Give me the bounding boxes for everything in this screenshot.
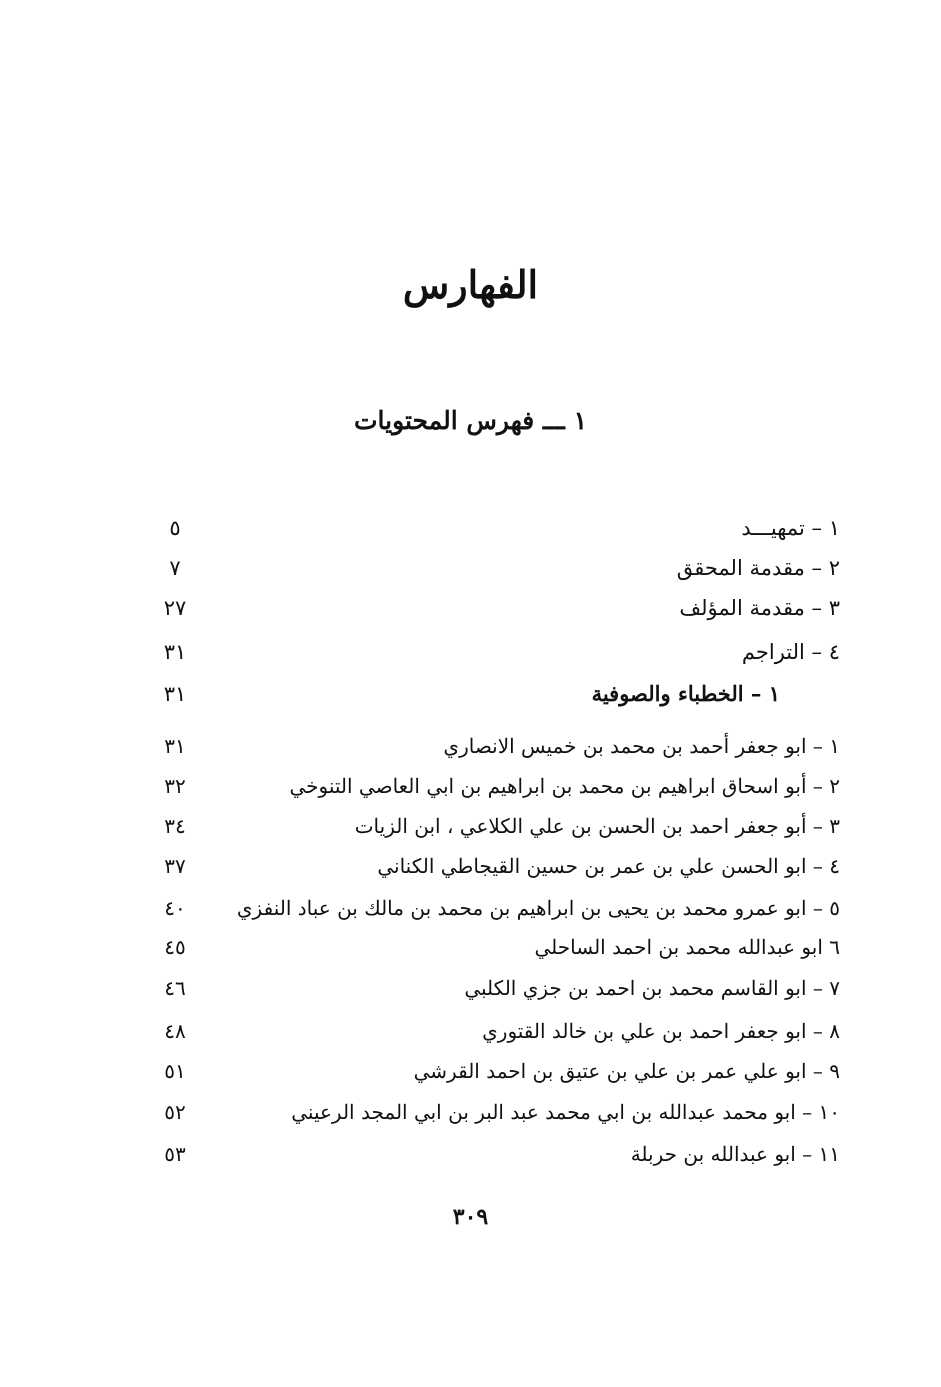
toc-entry-title: ١ – تمهيـــد: [741, 516, 840, 540]
toc-entry-page: ٤٦: [164, 976, 186, 1000]
toc-entry-page: ٤٥: [164, 935, 186, 959]
toc-entry: [150, 590, 840, 626]
page-title: الفهارس: [402, 262, 539, 307]
toc-entry: [150, 890, 840, 926]
toc-entry-page: ٤٨: [164, 1019, 186, 1043]
toc-entry-title: ١١ – ابو عبدالله بن حربلة: [630, 1142, 840, 1166]
toc-entry-page: ٣١: [164, 734, 186, 758]
toc-entry-title: ٩ – ابو علي عمر بن علي بن عتيق بن احمد القرشي: [413, 1059, 840, 1083]
toc-entry-title: ٢ – أبو اسحاق ابراهيم بن محمد بن ابراهيم بن ابي العاصي التنوخي: [289, 774, 840, 798]
toc-entry-page: ٢٧: [163, 596, 187, 620]
toc-subsection-title: ١ – الخطباء والصوفية: [591, 681, 780, 706]
toc-entry-title: ٨ – ابو جعفر احمد بن علي بن خالد القتوري: [482, 1019, 840, 1043]
toc-entry: [150, 929, 840, 965]
toc-entry-title: ١ – ابو جعفر أحمد بن محمد بن خميس الانصاري: [443, 734, 840, 758]
toc-entry: [150, 550, 840, 586]
toc-entry-page: ٣٢: [164, 774, 186, 798]
toc-entry: [150, 970, 840, 1006]
toc-entry-title: ٣ – أبو جعفر احمد بن الحسن بن علي الكلاعي ، ابن الزيات: [354, 814, 840, 838]
toc-entry: [150, 1094, 840, 1130]
toc-entry: [150, 848, 840, 884]
toc-entry-title: ٤ – ابو الحسن علي بن عمر بن حسين القيجاطي الكناني: [377, 854, 840, 878]
toc-entry-page: ٥٢: [164, 1100, 186, 1124]
toc-entry-page: ٥٣: [164, 1142, 186, 1166]
toc-entry: [150, 768, 840, 804]
toc-entry-page: ٥١: [164, 1059, 186, 1083]
toc-entry-page: ٣٤: [164, 814, 186, 838]
section-title: ١ ـــ فهرس المحتويات: [353, 406, 588, 435]
footer-page-number: ٣٠٩: [452, 1204, 489, 1230]
toc-entry: [150, 634, 840, 670]
toc-entry-title: ٣ – مقدمة المؤلف: [679, 596, 840, 620]
toc-subsection: [150, 676, 840, 712]
toc-entry-page: ٣١: [163, 682, 187, 706]
toc-entry-title: ٢ – مقدمة المحقق: [676, 556, 840, 580]
toc-entry-page: ٣١: [163, 640, 187, 664]
toc-entry: [150, 728, 840, 764]
toc-entry: [150, 510, 840, 546]
toc-entry: [150, 1136, 840, 1172]
toc-entry-page: ٣٧: [164, 854, 186, 878]
toc-entry-page: ٤٠: [164, 896, 186, 920]
toc-entry-title: ٥ – ابو عمرو محمد بن يحيى بن ابراهيم بن محمد بن مالك بن عباد النفزي: [236, 896, 840, 920]
toc-entry: [150, 808, 840, 844]
toc-entry-page: ٧: [169, 556, 181, 580]
toc-entry-title: ٧ – ابو القاسم محمد بن احمد بن جزي الكلبي: [464, 976, 840, 1000]
toc-entry-page: ٥: [169, 516, 181, 540]
toc-entry-title: ٤ – التراجم: [741, 640, 840, 664]
toc-entry-title: ٦ ابو عبدالله محمد بن احمد الساحلي: [534, 935, 840, 959]
toc-entry: [150, 1053, 840, 1089]
toc-entry: [150, 1013, 840, 1049]
toc-entry-title: ١٠ – ابو محمد عبدالله بن ابي محمد عبد البر بن ابي المجد الرعيني: [291, 1100, 840, 1124]
